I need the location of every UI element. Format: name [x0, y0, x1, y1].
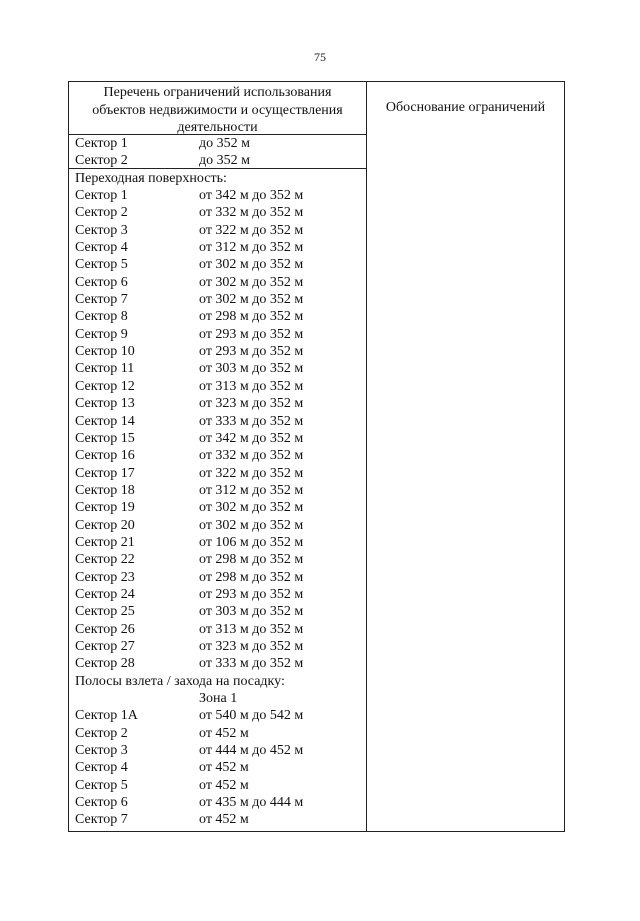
table-row: [75, 430, 365, 447]
table-row: [75, 378, 365, 395]
height-limit-value: от 298 м до 352 м: [199, 309, 304, 325]
height-limit-value: от 302 м до 352 м: [199, 274, 304, 290]
table-row: [75, 360, 365, 377]
sector-label: Сектор 27: [75, 638, 135, 654]
table-row: [75, 135, 365, 152]
height-limit-value: от 302 м до 352 м: [199, 292, 304, 308]
sector-label: Сектор 14: [75, 413, 135, 429]
sector-label: Сектор 15: [75, 430, 135, 446]
height-limit-value: от 452 м: [199, 760, 249, 776]
height-limit-value: от 322 м до 352 м: [199, 222, 304, 238]
sector-label: Сектор 1: [75, 188, 128, 204]
sector-label: Сектор 13: [75, 396, 135, 412]
height-limit-value: от 293 м до 352 м: [199, 586, 304, 602]
table-row: [75, 204, 365, 221]
sector-label: Сектор 2: [75, 205, 128, 221]
sector-label: Сектор 24: [75, 586, 135, 602]
sector-label: Сектор 4: [75, 760, 128, 776]
height-limit-value: от 342 м до 352 м: [199, 188, 304, 204]
height-limit-value: от 333 м до 352 м: [199, 656, 304, 672]
height-limit-value: от 452 м: [199, 777, 249, 793]
sector-label: Сектор 8: [75, 309, 128, 325]
height-limit-value: от 298 м до 352 м: [199, 569, 304, 585]
height-limit-value: от 106 м до 352 м: [199, 534, 304, 550]
sector-label: Сектор 2: [75, 153, 128, 169]
header-restrictions-list: [69, 84, 366, 137]
height-limit-value: от 322 м до 352 м: [199, 465, 304, 481]
table-row: [75, 222, 365, 239]
zone-label: Зона 1: [199, 691, 238, 706]
table-row: [75, 621, 365, 638]
sector-label: Сектор 20: [75, 517, 135, 533]
table-row: [75, 239, 365, 256]
section-heading: Переходная поверхность:: [75, 170, 227, 186]
table-row: [75, 655, 365, 672]
sector-label: Сектор 12: [75, 378, 135, 394]
column-divider: [366, 82, 367, 831]
sector-label: Сектор 6: [75, 274, 128, 290]
sector-label: Сектор 2: [75, 725, 128, 741]
height-limit-value: от 452 м: [199, 812, 249, 828]
height-limit-value: от 302 м до 352 м: [199, 517, 304, 533]
height-limit-value: от 312 м до 352 м: [199, 482, 304, 498]
table-row: [75, 742, 365, 759]
sector-label: Сектор 22: [75, 552, 135, 568]
sector-label: Сектор 21: [75, 534, 135, 550]
sector-label: Сектор 16: [75, 448, 135, 464]
height-limit-value: от 303 м до 352 м: [199, 604, 304, 620]
sector-label: Сектор 7: [75, 812, 128, 828]
sector-label: Сектор 5: [75, 777, 128, 793]
height-limit-value: от 313 м до 352 м: [199, 378, 304, 394]
sector-label: Сектор 17: [75, 465, 135, 481]
table-row: [75, 395, 365, 412]
table-row: [75, 256, 365, 273]
table-row: [75, 794, 365, 811]
table-body: [75, 135, 365, 829]
height-limit-value: от 540 м до 542 м: [199, 708, 304, 724]
height-limit-value: от 302 м до 352 м: [199, 257, 304, 273]
height-limit-value: от 452 м: [199, 725, 249, 741]
height-limit-value: от 293 м до 352 м: [199, 326, 304, 342]
table-row: [75, 517, 365, 534]
height-limit-value: от 303 м до 352 м: [199, 361, 304, 377]
table-row: [75, 707, 365, 724]
table-row: [75, 586, 365, 603]
height-limit-value: от 332 м до 352 м: [199, 205, 304, 221]
height-limit-value: от 342 м до 352 м: [199, 430, 304, 446]
height-limit-value: от 293 м до 352 м: [199, 344, 304, 360]
height-limit-value: от 435 м до 444 м: [199, 795, 304, 811]
sector-label: Сектор 4: [75, 240, 128, 256]
sector-label: Сектор 3: [75, 222, 128, 238]
table-row: [75, 638, 365, 655]
sector-label: Сектор 18: [75, 482, 135, 498]
sector-label: Сектор 5: [75, 257, 128, 273]
table-row: [75, 274, 365, 291]
table-row: [75, 326, 365, 343]
table-row: [75, 343, 365, 360]
height-limit-value: от 312 м до 352 м: [199, 240, 304, 256]
page-number: 75: [314, 50, 326, 64]
table-row: [75, 725, 365, 742]
table-row: [75, 170, 365, 187]
section-heading: Полосы взлета / захода на посадку:: [75, 673, 285, 689]
table-row: [75, 534, 365, 551]
table-row: [75, 569, 365, 586]
table-row: [75, 465, 365, 482]
height-limit-value: от 333 м до 352 м: [199, 413, 304, 429]
sector-label: Сектор 6: [75, 795, 128, 811]
sector-label: Сектор 1: [75, 136, 128, 151]
table-row: [75, 551, 365, 568]
sector-label: Сектор 26: [75, 621, 135, 637]
table-row: [75, 447, 365, 464]
height-limit-value: от 444 м до 452 м: [199, 743, 304, 759]
height-limit-value: от 323 м до 352 м: [199, 396, 304, 412]
table-row: [75, 499, 365, 516]
sector-label: Сектор 1А: [75, 708, 138, 724]
header-line: деятельности: [177, 120, 258, 135]
header-line: Перечень ограничений использования: [103, 85, 332, 100]
table-row: [75, 759, 365, 776]
height-limit-value: от 323 м до 352 м: [199, 638, 304, 654]
sector-label: Сектор 7: [75, 292, 128, 308]
table-row: [75, 187, 365, 204]
height-limit-value: от 302 м до 352 м: [199, 500, 304, 516]
sector-label: Сектор 10: [75, 344, 135, 360]
table-row: [75, 152, 365, 169]
header-justification: Обоснование ограничений: [385, 100, 546, 115]
table-row: [75, 308, 365, 325]
sector-label: Сектор 25: [75, 604, 135, 620]
header-line: объектов недвижимости и осуществления: [92, 102, 343, 118]
table-row: [75, 603, 365, 620]
table-row: [75, 690, 365, 707]
table-row: [75, 413, 365, 430]
sector-label: Сектор 9: [75, 326, 128, 342]
table-row: [75, 291, 365, 308]
sector-label: Сектор 11: [75, 361, 135, 377]
height-limit-value: от 332 м до 352 м: [199, 448, 304, 464]
height-limit-value: от 313 м до 352 м: [199, 621, 304, 637]
sector-label: Сектор 23: [75, 569, 135, 585]
height-limit-value: от 298 м до 352 м: [199, 552, 304, 568]
table-row: [75, 482, 365, 499]
sector-label: Сектор 28: [75, 656, 135, 672]
sector-label: Сектор 19: [75, 500, 135, 516]
height-limit-value: до 352 м: [199, 136, 250, 151]
sector-label: Сектор 3: [75, 743, 128, 759]
height-limit-value: до 352 м: [199, 153, 250, 169]
table-row: [75, 777, 365, 794]
restrictions-table: [68, 81, 565, 832]
table-row: [75, 673, 365, 690]
table-row: [75, 811, 365, 828]
